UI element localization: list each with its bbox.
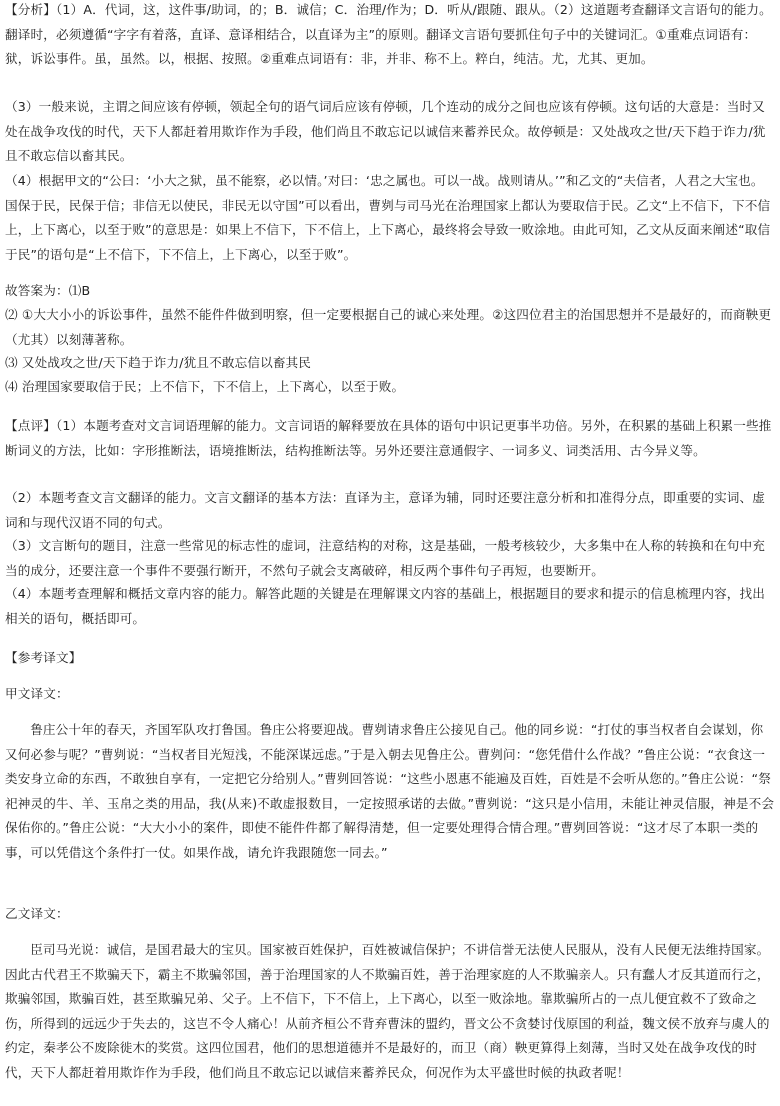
translation-jia-text: 鲁庄公十年的春天，齐国军队攻打鲁国。鲁庄公将要迎战。曹刿请求鲁庄公接见自己。他的同乡说：“打仗的事当权者自会谋划，你又何必参与呢？”曹刿说：“当权者目光短浅，不能深谋远虑。”于是入朝去见鲁庄公。曹刿问：“您凭借什么作战？”鲁庄公说：“衣食这一类安身立命的东西，不敢独自享有，一定把它分给别人。”曹刿回答说：“这些小恩惠不能遍及百姓，百姓是不会听从您的。”鲁庄公说：“祭祀神灵的牛、羊、玉帛之类的用品，我(从来)不敢虚报数目，一定按照承诺的去做。”曹刿说：“这只是小信用，未能让神灵信服，神是不会保佑你的。”鲁庄公说：“大大小小的案件，即使不能件件都了解得清楚，但一定要处理得合情合理。”曹刿回答说：“这才尽了本职一类的事，可以凭借这个条件打一仗。如果作战，请允许我跟随您一同去。” bbox=[5, 722, 775, 860]
comment-paragraph-1: 【点评】（1）本题考查对文言词语理解的能力。文言词语的解释要放在具体的语句中识记更事半功倍。另外，在积累的基础上积累一些推断词义的方法，比如：字形推断法，语境推断法，结构推断法等。另外还要注意通假字、一词多义、词类活用、古今异义等。 bbox=[5, 418, 772, 458]
translation-yi-text: 臣司马光说：诚信，是国君最大的宝贝。国家被百姓保护，百姓被诚信保护；不讲信誉无法使人民服从，没有人民便无法维持国家。因此古代君王不欺骗天下，霸主不欺骗邻国，善于治理国家的人不欺骗百姓，善于治理家庭的人不欺骗亲人。只有蠢人才反其道而行之，欺骗邻国，欺骗百姓，甚至欺骗兄弟、父子。上不信下，下不信上，上下离心，以至一败涂地。靠欺骗所占的一点儿便宜救不了致命之伤，所得到的远远少于失去的，这岂不令人痛心！从前齐桓公不背弃曹沫的盟约，晋文公不贪婪讨伐原国的利益，魏文侯不放弃与虞人的约定，秦孝公不废除徙木的奖赏。这四位国君，他们的思想道德并不是最好的，而卫（商）鞅更算得上刻薄，当时又处在战争攻伐的时代，天下人都赶着用欺诈作为手段，他们尚且不敢忘记以诚信来蓄养民众，何况作为太平盛世时候的执政者呢！ bbox=[5, 942, 770, 1080]
analysis-paragraph-1: 【分析】（1）A．代词，这，这件事/助词，的；B．诚信；C．治理/作为；D．听从/跟随、跟从。（2）这道题考查翻译文言语句的能力。翻译时，必须遵循“字字有着落，直译、意译相结合，以直译为主”的原则。翻译文言语句要抓住句子中的关键词汇。①重难点词语有：狱，诉讼事件。虽，虽然。以，根据、按照。②重难点词语有：非，并非、称不上。粹白，纯洁。尤，尤其、更加。 bbox=[5, 2, 772, 66]
translation-jia-label: 甲文译文： bbox=[5, 686, 69, 701]
comment-paragraph-2: （2）本题考查文言文翻译的能力。文言文翻译的基本方法：直译为主，意译为辅，同时还要注意分析和扣准得分点，即重要的实词、虚词和与现代汉语不同的句式。 bbox=[5, 490, 766, 530]
translation-yi-label: 乙文译文： bbox=[5, 906, 69, 921]
comment-paragraph-3: （3）文言断句的题目，注意一些常见的标志性的虚词，注意结构的对称，这是基础，一般考核较少，大多集中在人称的转换和在句中充当的成分，还要注意一个事件不要强行断开，不然句子就会支离破碎，相反两个事件句子再短，也要断开。 bbox=[5, 538, 766, 578]
analysis-paragraph-3: （4）根据甲文的“公曰：‘小大之狱，虽不能察，必以情。’对曰：‘忠之属也。可以一战。战则请从。’”和乙文的“夫信者，人君之大宝也。国保于民，民保于信；非信无以使民，非民无以守国”可以看出，曹刿与司马光在治理国家上都认为要取信于民。乙文“上不信下，下不信上，上下离心，以至于败”的意思是：如果上不信下，下不信上，上下离心，最终将会导致一败涂地。由此可知，乙文从反面来阐述“取信于民”的语句是“上不信下，下不信上，上下离心，以至于败”。 bbox=[5, 173, 771, 262]
answer-4: ⑷ 治理国家要取信于民；上不信下，下不信上，上下离心，以至于败。 bbox=[5, 379, 405, 394]
answer-3: ⑶ 又处战攻之世/天下趋于诈力/犹且不敢忘信以畜其民 bbox=[5, 355, 312, 370]
translation-heading: 【参考译文】 bbox=[5, 650, 82, 665]
analysis-paragraph-2: （3）一般来说，主谓之间应该有停顿，领起全句的语气词后应该有停顿，几个连动的成分之间也应该有停顿。这句话的大意是：当时又处在战争攻伐的时代，天下人都赶着用欺诈作为手段，他们尚且不敢忘记以诚信来蓄养民众。故停顿是：又处战攻之世/天下趋于诈力/犹且不敢忘信以畜其民。 bbox=[5, 99, 766, 163]
answer-2: ⑵ ①大大小小的诉讼事件，虽然不能件件做到明察，但一定要根据自己的诚心来处理。②这四位君主的治国思想并不是最好的，而商鞅更（尤其）以刻薄著称。 bbox=[5, 307, 772, 347]
answer-intro: 故答案为：⑴B bbox=[5, 283, 91, 298]
comment-paragraph-4: （4）本题考查理解和概括文章内容的能力。解答此题的关键是在理解课文内容的基础上，根据题目的要求和提示的信息梳理内容，找出相关的语句，概括即可。 bbox=[5, 586, 766, 626]
